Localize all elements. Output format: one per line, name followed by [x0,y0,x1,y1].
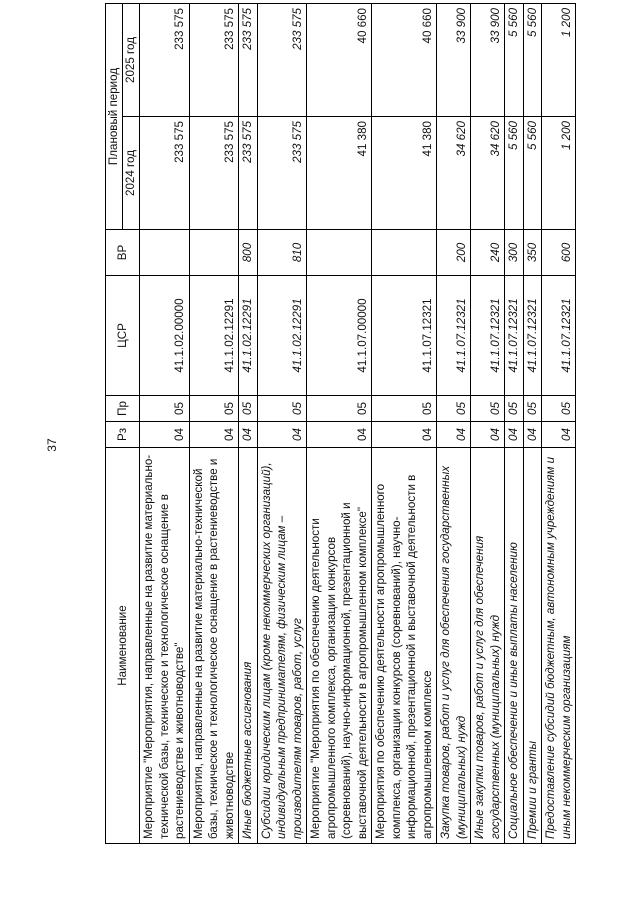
row-vr: 800 [239,230,258,276]
page-number: 37 [45,438,59,452]
row-value-2025: 233 575 [239,3,258,116]
header-planned-period: Плановый период [106,3,123,229]
table-header [106,3,140,843]
row-csr: 41.1.07.00000 [307,276,372,396]
row-value-2025: 233 575 [140,3,190,116]
table-row [239,3,258,843]
table-row [257,3,307,843]
row-value-2025: 33 900 [437,3,471,116]
row-vr [140,230,190,276]
row-rz: 04 [257,422,307,448]
row-csr: 41.1.07.12321 [523,276,542,396]
row-rz: 04 [437,422,471,448]
row-csr: 41.1.02.12291 [189,276,239,396]
header-year-2025: 2025 год [123,3,140,116]
row-value-2024: 5 560 [523,117,542,230]
table-row [189,3,239,843]
row-csr: 41.1.07.12321 [471,276,505,396]
row-vr [372,230,437,276]
row-pr: 05 [307,396,372,422]
row-name: Закупка товаров, работ и услуг для обеспечения государственных (муниципальных) нужд [437,448,471,844]
row-vr: 200 [437,230,471,276]
row-name: Субсидии юридическим лицам (кроме некоммерческих организаций), индивидуальным предпринимателям, физическим лицам – производителям товаров, работ, услуг [257,448,307,844]
row-name: Мероприятие "Мероприятия, направленные на развитие материально-технической базы, техническое и технологическое оснащение в растениеводстве и животноводстве" [140,448,190,844]
row-value-2025: 1 200 [542,3,576,116]
row-csr: 41.1.07.12321 [542,276,576,396]
header-rz: Рз [106,422,140,448]
row-pr: 05 [372,396,437,422]
header-pr: Пр [106,396,140,422]
row-name: Социальное обеспечение и иные выплаты населению [505,448,524,844]
row-rz: 04 [542,422,576,448]
row-csr: 41.1.02.12291 [257,276,307,396]
header-csr: ЦСР [106,276,140,396]
row-value-2024: 34 620 [471,117,505,230]
row-value-2025: 40 660 [372,3,437,116]
row-pr: 05 [189,396,239,422]
row-name: Предоставление субсидий бюджетным, автономным учреждениям и иным некоммерческим организациям [542,448,576,844]
row-rz: 04 [239,422,258,448]
row-name: Мероприятие "Мероприятия по обеспечению деятельности агропромышленного комплекса, организации конкурсов (соревнований), научно-информационной, презентационной и выставочной деятельности в агропромышленном комплексе" [307,448,372,844]
row-csr: 41.1.07.12321 [437,276,471,396]
table-body [140,3,576,843]
header-year-2024: 2024 год [123,117,140,230]
header-name: Наименование [106,448,140,844]
row-vr [307,230,372,276]
table-row [437,3,471,843]
row-rz: 04 [140,422,190,448]
row-vr: 300 [505,230,524,276]
table-row [307,3,372,843]
table-row [542,3,576,843]
table-row [471,3,505,843]
row-name: Иные закупки товаров, работ и услуг для обеспечения государственных (муниципальных) нужд [471,448,505,844]
row-csr: 41.1.07.12321 [372,276,437,396]
row-vr: 600 [542,230,576,276]
row-pr: 05 [505,396,524,422]
row-value-2024: 233 575 [239,117,258,230]
row-rz: 04 [471,422,505,448]
row-value-2024: 233 575 [189,117,239,230]
row-pr: 05 [239,396,258,422]
row-pr: 05 [437,396,471,422]
table-row [523,3,542,843]
table-row [140,3,190,843]
row-pr: 05 [257,396,307,422]
row-value-2024: 41 380 [307,117,372,230]
row-value-2024: 233 575 [257,117,307,230]
row-pr: 05 [471,396,505,422]
row-csr: 41.1.02.00000 [140,276,190,396]
row-name: Мероприятия, направленные на развитие материально-технической базы, техническое и технологическое оснащение в растениеводстве и животноводстве [189,448,239,844]
row-rz: 04 [372,422,437,448]
budget-table [105,3,576,844]
table-row [372,3,437,843]
row-value-2025: 233 575 [257,3,307,116]
row-vr: 350 [523,230,542,276]
row-csr: 41.1.02.12291 [239,276,258,396]
row-value-2024: 34 620 [437,117,471,230]
row-value-2025: 40 660 [307,3,372,116]
row-rz: 04 [189,422,239,448]
row-value-2025: 5 560 [505,3,524,116]
row-value-2024: 1 200 [542,117,576,230]
row-name: Иные бюджетные ассигнования [239,448,258,844]
header-vr: ВР [106,230,140,276]
row-name: Премии и гранты [523,448,542,844]
row-pr: 05 [140,396,190,422]
row-pr: 05 [542,396,576,422]
row-value-2025: 33 900 [471,3,505,116]
row-vr [189,230,239,276]
rotated-page-content [105,4,573,844]
row-rz: 04 [307,422,372,448]
row-vr: 240 [471,230,505,276]
row-value-2025: 5 560 [523,3,542,116]
row-csr: 41.1.07.12321 [505,276,524,396]
row-value-2025: 233 575 [189,3,239,116]
row-value-2024: 233 575 [140,117,190,230]
row-value-2024: 5 560 [505,117,524,230]
row-value-2024: 41 380 [372,117,437,230]
row-vr: 810 [257,230,307,276]
table-row [505,3,524,843]
row-name: Мероприятия по обеспечению деятельности агропромышленного комплекса, организации конкурсов (соревнований), научно-информационной, презентационной и выставочной деятельности в агропромышленном комплексе [372,448,437,844]
row-rz: 04 [505,422,524,448]
row-pr: 05 [523,396,542,422]
row-rz: 04 [523,422,542,448]
